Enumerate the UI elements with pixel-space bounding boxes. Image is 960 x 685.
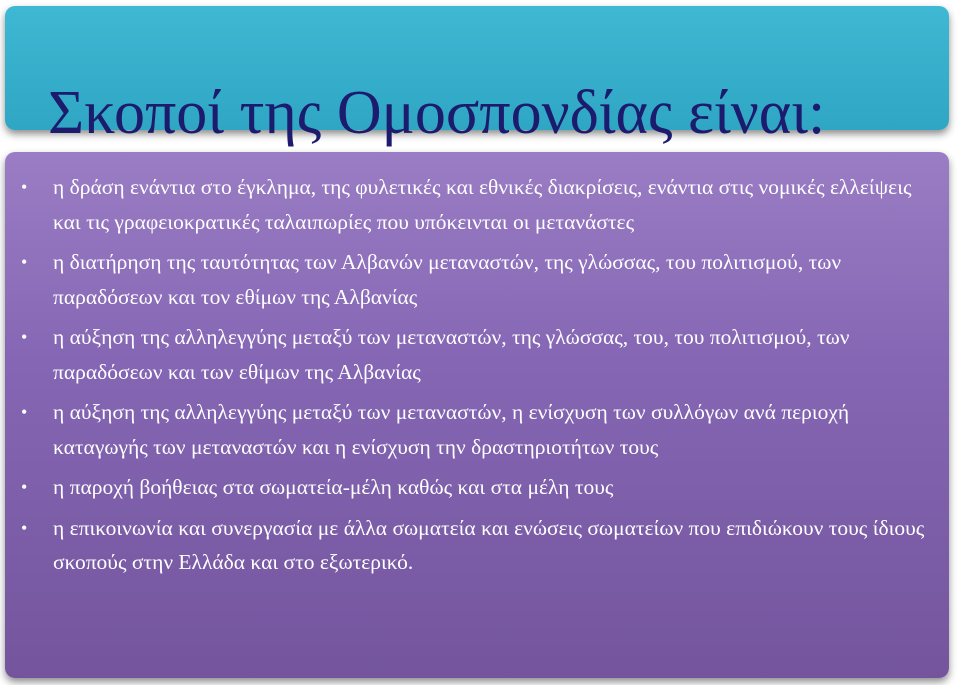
- bullet-item: [20, 245, 928, 314]
- bullet-icon: •: [21, 477, 28, 497]
- bullet-item: [20, 170, 928, 239]
- bullet-item: [20, 320, 928, 389]
- slide-title: Σκοποί της Ομοσπονδίας είναι:: [48, 78, 826, 147]
- bullet-icon: •: [21, 402, 28, 422]
- bullet-text: η αύξηση της αλληλεγγύης μεταξύ των μεταναστών, της γλώσσας, του, του πολιτισμού, των παραδόσεων και των εθίμων της Αλβανίας: [53, 325, 850, 384]
- bullet-text: η δράση ενάντια στο έγκλημα, της φυλετικές και εθνικές διακρίσεις, ενάντια στις νομικές ελλείψεις και τις γραφειοκρατικές ταλαιπωρίες που υπόκεινται οι μετανάστες: [53, 175, 912, 234]
- bullet-text: η διατήρηση της ταυτότητας των Αλβανών μεταναστών, της γλώσσας, του πολιτισμού, των παραδόσεων και τον εθίμων της Αλβανίας: [53, 250, 842, 309]
- bullet-icon: •: [21, 517, 28, 538]
- bullet-icon: •: [21, 177, 28, 197]
- bullet-icon: •: [21, 327, 28, 347]
- bullet-list: [20, 170, 928, 586]
- bullet-item: [20, 395, 928, 464]
- bullet-icon: •: [21, 252, 28, 272]
- bullet-item: [20, 470, 928, 505]
- bullet-text: η αύξηση της αλληλεγγύης μεταξύ των μεταναστών, η ενίσχυση των συλλόγων ανά περιοχή καταγωγής των μεταναστών και η ενίσχυση την δραστηριοτήτων τους: [53, 400, 850, 459]
- bullet-text: η παροχή βοήθειας στα σωματεία-μέλη καθώς και στα μέλη τους: [53, 475, 614, 499]
- bullet-item: [20, 511, 928, 580]
- bullet-text: η επικοινωνία και συνεργασία με άλλα σωματεία και ενώσεις σωματείων που επιδιώκουν τους ίδιους σκοπούς στην Ελλάδα και στο εξωτερικό.: [53, 515, 925, 574]
